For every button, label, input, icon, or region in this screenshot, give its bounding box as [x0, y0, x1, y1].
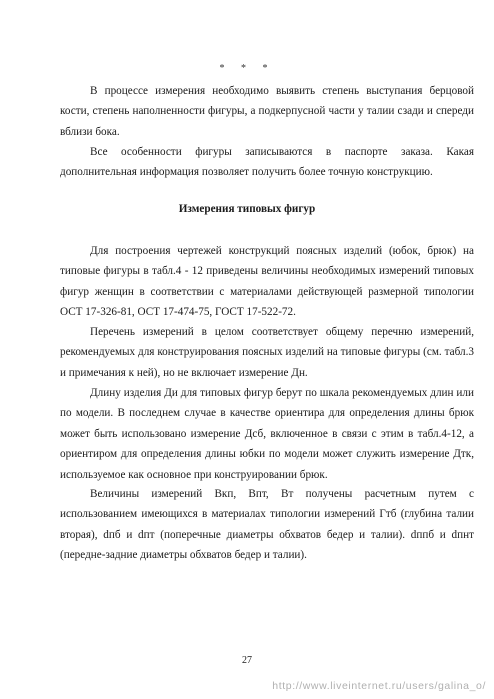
section-separator: * * *: [219, 63, 275, 74]
page-number: 27: [242, 655, 252, 666]
paragraph-product-length: Длину изделия Ди для типовых фигур берут по шкала рекомендуемых длин или по модели. В последнем случае в качестве ориентира для определения длины брюк может быть использовано измерение Дсб, включенное в связи с этим в табл.4-12, а ориентиром для определения длины юбки по модели может служить измерение Дтк, используемое как основное при конструировании брюк.: [60, 387, 474, 481]
paragraph-measurement-values: Величины измерений Вкп, Впт, Вт получены расчетным путем с использованием имеющихся в материалах типологии измерений Гтб (глубина талии вторая), dпб и dпт (поперечные диаметры обхватов бедер и талии). dппб и dпнт (передне-задние диаметры обхватов бедер и талии).: [60, 488, 474, 562]
paragraph-construction-drawings: Для построения чертежей конструкций поясных изделий (юбок, брюк) на типовые фигуры в табл.4 - 12 приведены величины необходимых измерений типовых фигур женщин в соответствии с материалами действующей размерной типологии ОСТ 17-326-81, ОСТ 17-474-75, ГОСТ 17-522-72.: [60, 245, 474, 319]
paragraph-measurement-list: Перечень измерений в целом соответствует общему перечню измерений, рекомендуемых для конструирования поясных изделий на типовые фигуры (см. табл.3 и примечания к ней), но не включает измерение Дн.: [60, 326, 474, 379]
paragraph-figure-features: Все особенности фигуры записываются в паспорте заказа. Какая дополнительная информация позволяет получить более точную конструкцию.: [60, 146, 474, 179]
paragraph-measurement-process: В процессе измерения необходимо выявить степень выступания берцовой кости, степень наполненности фигуры, а подкерпусной части у талии сзади и спереди вблизи бока.: [60, 85, 474, 138]
watermark-url: http://www.liveinternet.ru/users/galina_o/: [272, 680, 486, 692]
section-heading: Измерения типовых фигур: [178, 203, 316, 215]
